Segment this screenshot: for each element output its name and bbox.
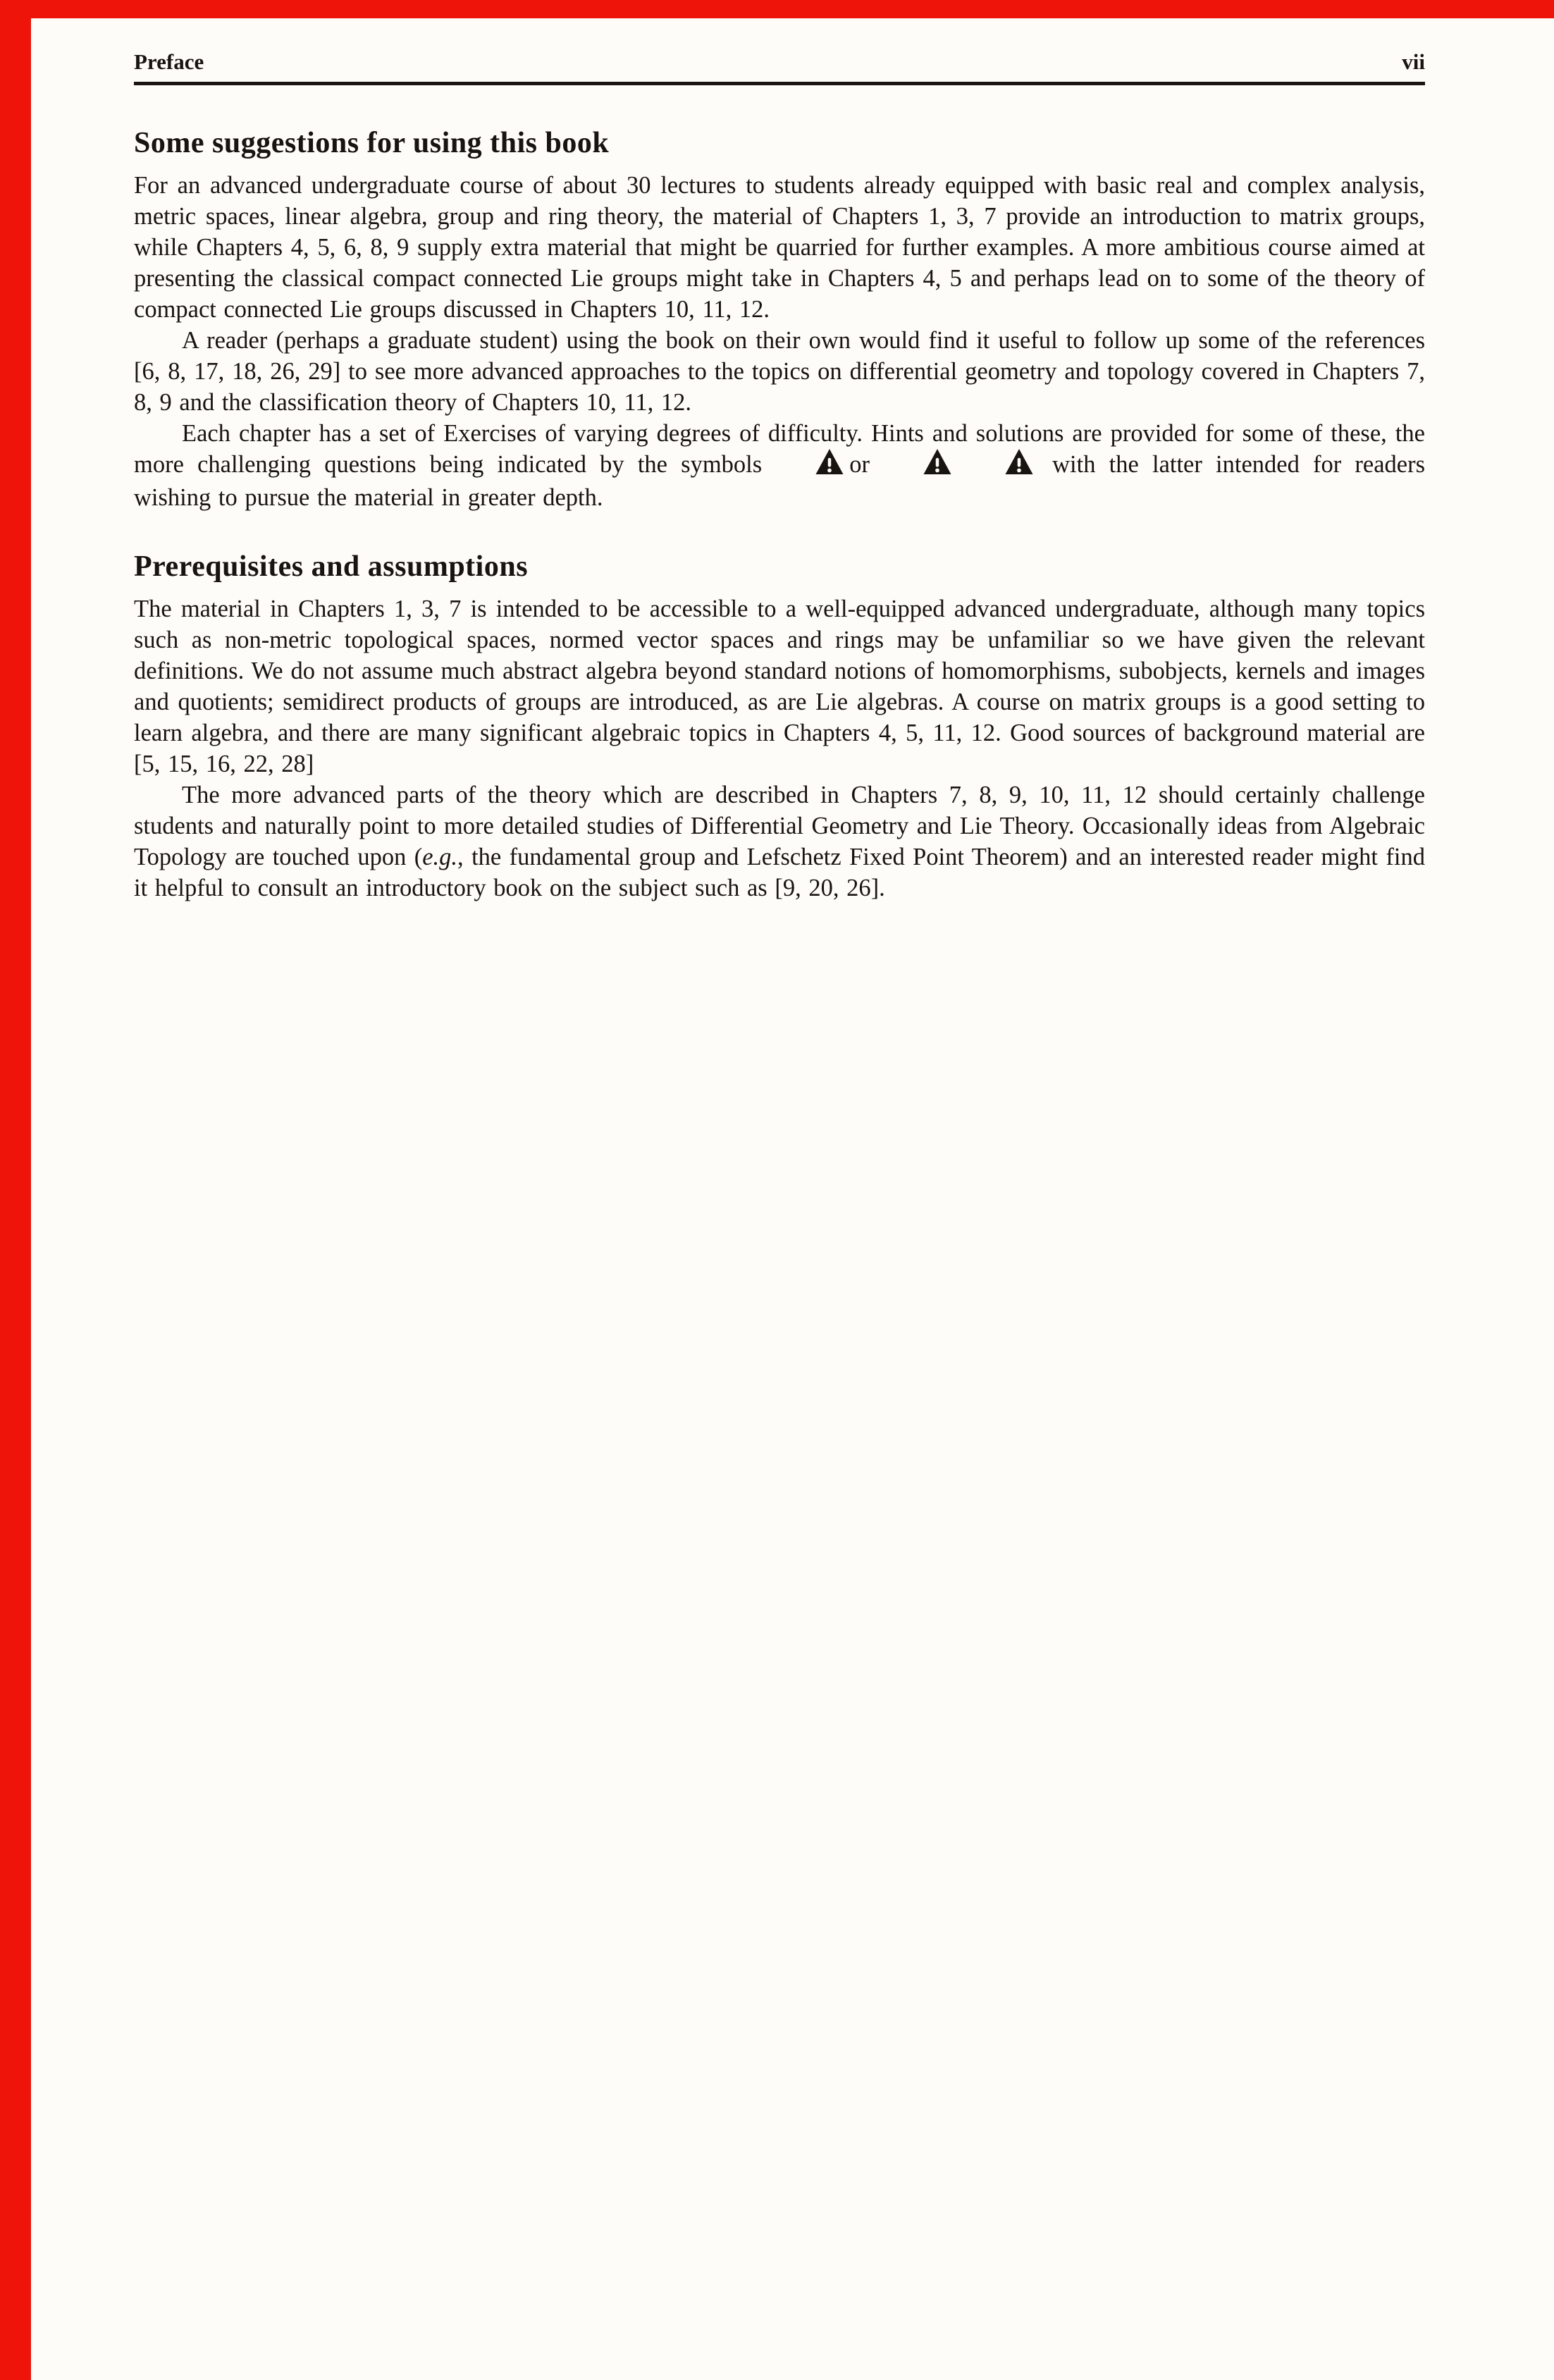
paragraph-exercises-or: or [849,451,870,478]
section-heading-suggestions: Some suggestions for using this book [134,127,610,159]
paragraph-advanced-parts [134,779,1425,904]
paragraph-exercises-text1: Each chapter has a set of Exercises of varying degrees of difficulty. Hints and solutions are provided for some of these, the more challenging questions being indicated by the symbols [134,420,1425,478]
warning-icon [767,449,844,482]
paragraph-reader-references: A reader (perhaps a graduate student) using the book on their own would find it useful to follow up some of the references [6, 8, 17, 18, 26, 29] to see more advanced approaches to the topics on differential geometry and topology covered in Chapters 7, 8, 9 and the classification theory of Chapters 10, 11, 12. [134,327,1425,416]
paragraph-advanced-text1: The more advanced parts of the theory which are described in Chapters 7, 8, 9, 10, 11, 12 should certainly challenge students and naturally point to more detailed studies of Differential Geometry and Lie Theory. Occasionally ideas from Algebraic Topology are touched upon ( [134,782,1425,870]
latin-abbreviation: e.g. [422,844,458,870]
paragraph-prerequisites: The material in Chapters 1, 3, 7 is intended to be accessible to a well-equipped advanced undergraduate, although many topics such as non-metric topological spaces, normed vector spaces and rings may be unfamiliar so we have given the relevant definitions. We do not assume much abstract algebra beyond standard notions of homomorphisms, subobjects, kernels and images and quotients; semidirect products of groups are introduced, as are Lie algebras. A course on matrix groups is a good setting to learn algebra, and there are many significant algebraic topics in Chapters 4, 5, 11, 12. Good sources of background material are [5, 15, 16, 22, 28] [134,596,1425,777]
paragraph-exercises-text2: with the latter intended for readers wishing to pursue the material in greater depth. [134,451,1426,511]
warning-icon [957,449,1033,482]
scan-edge-top [0,0,1554,18]
warning-icon [875,449,951,482]
scan-edge-left [0,0,31,2380]
paragraph-course-outline: For an advanced undergraduate course of about 30 lectures to students already equipped with basic real and complex analysis, metric spaces, linear algebra, group and ring theory, the material of Chapters 1, 3, 7 provide an introduction to matrix groups, while Chapters 4, 5, 6, 8, 9 supply extra material that might be quarried for further examples. A more ambitious course aimed at presenting the classical compact connected Lie groups might take in Chapters 4, 5 and perhaps lead on to some of the theory of compact connected Lie groups discussed in Chapters 10, 11, 12. [134,172,1425,323]
section-heading-prerequisites: Prerequisites and assumptions [134,550,529,583]
page-number: vii [1402,49,1425,74]
running-header [134,49,1425,85]
paragraph-exercises [134,418,1425,513]
header-title: Preface [134,49,204,74]
page-content [134,49,1425,904]
paragraph-advanced-text2: , the fundamental group and Lefschetz Fixed Point Theorem) and an interested reader might find it helpful to consult an introductory book on the subject such as [9, 20, 26]. [134,844,1425,901]
